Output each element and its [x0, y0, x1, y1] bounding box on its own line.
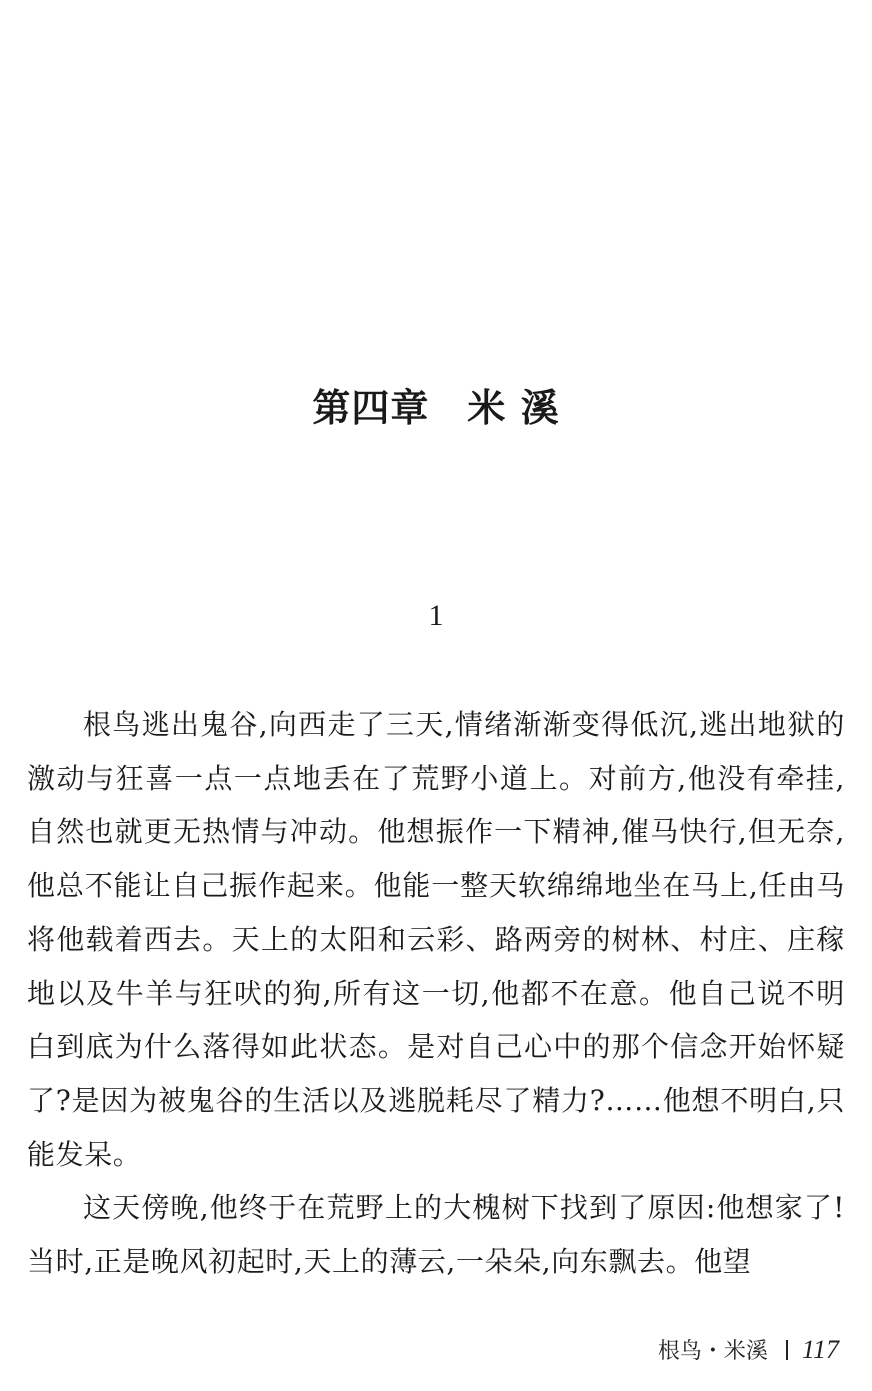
running-head: 根鸟・米溪: [657, 1339, 768, 1364]
section-number: 1: [428, 599, 444, 632]
chapter-label: 第四章: [312, 386, 430, 430]
paragraph: 这天傍晚,他终于在荒野上的大槐树下找到了原因:他想家了!当时,正是晚风初起时,天上的薄云,一朵朵,向东飘去。他望: [27, 1191, 845, 1279]
paragraph: 根鸟逃出鬼谷,向西走了三天,情绪渐渐变得低沉,逃出地狱的激动与狂喜一点一点地丢在了荒野小道上。对前方,他没有牵挂,自然也就更无热情与冲动。他想振作一下精神,催马快行,但无奈,他总不能让自己振作起来。他能一整天软绵绵地坐在马上,任由马将他载着西去。天上的太阳和云彩、路两旁的树林、村庄、庄稼地以及牛羊与狂吠的狗,所有这一切,他都不在意。他自己说不明白到底为什么落得如此状态。是对自己心中的那个信念开始怀疑了?是因为被鬼谷的生活以及逃脱耗尽了精力?……他想不明白,只能发呆。: [27, 708, 845, 1171]
page-number: 117: [801, 1335, 839, 1364]
chapter-title: [0, 380, 872, 436]
page-footer: [658, 1333, 839, 1369]
chapter-name: 米 溪: [467, 386, 560, 430]
footer-divider: [786, 1340, 788, 1360]
body-text: [27, 698, 845, 1289]
